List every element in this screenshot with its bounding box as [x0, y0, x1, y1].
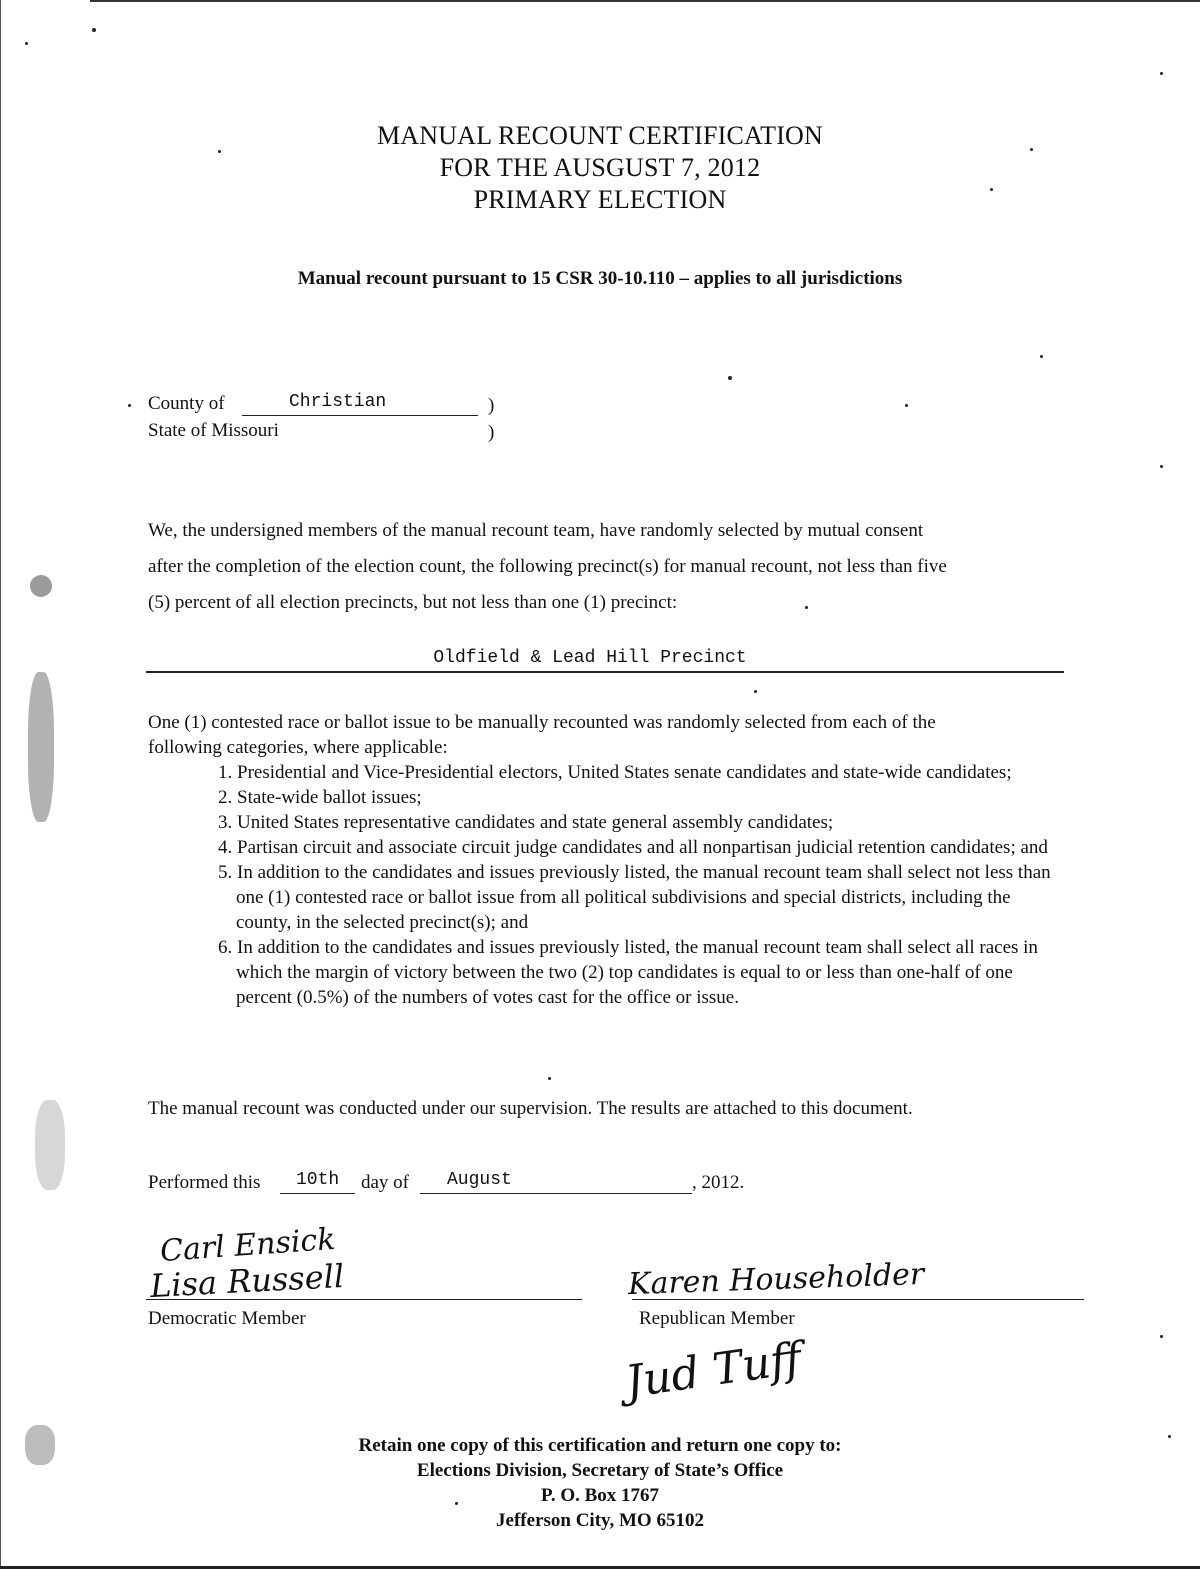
intro-line-3: (5) percent of all election precincts, but not less than one (1) precinct:	[148, 592, 678, 613]
county-label: County of	[148, 393, 225, 414]
list-item: 3. United States representative candidates and state general assembly candidates;	[218, 812, 834, 833]
scan-speck	[548, 1077, 551, 1080]
scan-speck	[25, 42, 28, 45]
democratic-signature-2: Lisa Russell	[149, 1256, 345, 1306]
list-item: 4. Partisan circuit and associate circuit judge candidates and all nonpartisan judicial retention candidates; and	[218, 837, 1048, 858]
list-item: 5. In addition to the candidates and issues previously listed, the manual recount team shall select not less than one (1) contested race or ballot issue from all political subdivisions and special districts, including the county, in the selected precinct(s); and	[218, 862, 1051, 933]
republican-signature-line	[632, 1299, 1084, 1300]
performed-prefix: Performed this	[148, 1172, 261, 1193]
scan-speck	[1160, 1335, 1163, 1338]
categories-intro-line-1: One (1) contested race or ballot issue to be manually recounted was randomly selected from each of the	[148, 712, 936, 733]
scan-speck	[1168, 1435, 1171, 1438]
scan-speck	[128, 404, 131, 407]
scan-top-edge	[90, 0, 1200, 2]
scan-speck	[1040, 355, 1043, 358]
scan-speck	[92, 28, 96, 32]
footer	[0, 1433, 1200, 1533]
footer-line-3: P. O. Box 1767	[540, 1485, 660, 1506]
categories-intro-line-2: following categories, where applicable:	[148, 737, 448, 758]
county-value: Christian	[289, 392, 387, 412]
intro-line-1: We, the undersigned members of the manual recount team, have randomly selected by mutual consent	[148, 520, 924, 541]
supervision-statement: The manual recount was conducted under our supervision. The results are attached to this document.	[148, 1098, 913, 1119]
subtitle: Manual recount pursuant to 15 CSR 30-10.110 – applies to all jurisdictions	[297, 268, 903, 289]
footer-line-2: Elections Division, Secretary of State’s Office	[416, 1460, 784, 1481]
scan-speck	[754, 690, 757, 693]
republican-signature-2: Jud Tuff	[622, 1332, 805, 1409]
scan-speck	[1160, 465, 1163, 468]
title-line-3: PRIMARY ELECTION	[473, 185, 727, 214]
list-item: 6. In addition to the candidates and issues previously listed, the manual recount team shall select all races in which the margin of victory between the two (2) top candidates is equal to or less than one-half of one percent (0.5%) of the numbers of votes cast for the office or issue.	[218, 937, 1038, 1008]
democratic-signature-1: Carl Ensick	[158, 1221, 337, 1270]
performed-suffix: , 2012.	[692, 1172, 745, 1193]
county-underline	[242, 415, 478, 416]
scan-speck	[455, 1502, 458, 1505]
footer-line-1: Retain one copy of this certification and return one copy to:	[358, 1435, 842, 1456]
intro-line-2: after the completion of the election count, the following precinct(s) for manual recount, not less than five	[148, 556, 947, 577]
scan-speck	[905, 404, 908, 407]
scan-speck	[1030, 148, 1033, 151]
categories-list	[218, 760, 1068, 1010]
scan-left-edge	[0, 0, 1, 1569]
county-paren: )	[488, 395, 495, 416]
democratic-member-label: Democratic Member	[148, 1308, 306, 1329]
democratic-signature-line	[146, 1299, 582, 1300]
scan-speck	[1160, 72, 1163, 75]
day-underline	[280, 1193, 355, 1194]
performed-month: August	[447, 1170, 512, 1190]
categories-intro	[148, 710, 1068, 760]
scan-speck	[35, 1100, 65, 1190]
list-item: 1. Presidential and Vice-Presidential electors, United States senate candidates and state-wide candidates;	[218, 762, 1012, 783]
title-line-1: MANUAL RECOUNT CERTIFICATION	[376, 121, 824, 150]
month-underline	[420, 1193, 692, 1194]
republican-member-label: Republican Member	[639, 1308, 795, 1329]
scan-speck	[30, 575, 52, 597]
performed-middle: day of	[361, 1172, 410, 1193]
scan-speck	[25, 1425, 55, 1465]
footer-line-4: Jefferson City, MO 65102	[496, 1510, 704, 1531]
precinct-underline	[146, 671, 1064, 673]
scan-speck	[218, 150, 221, 153]
list-item: 2. State-wide ballot issues;	[218, 787, 422, 808]
scan-speck	[805, 606, 808, 609]
title-line-2: FOR THE AUSGUST 7, 2012	[439, 153, 761, 182]
state-label: State of Missouri	[148, 420, 279, 441]
precinct-value: Oldfield & Lead Hill Precinct	[433, 648, 747, 668]
state-paren: )	[488, 422, 495, 443]
scan-speck	[728, 376, 732, 380]
performed-day: 10th	[296, 1170, 340, 1190]
republican-signature-1: Karen Householder	[627, 1256, 925, 1303]
scan-speck	[990, 188, 993, 191]
intro-paragraph	[148, 513, 1068, 621]
scan-speck	[28, 672, 54, 822]
